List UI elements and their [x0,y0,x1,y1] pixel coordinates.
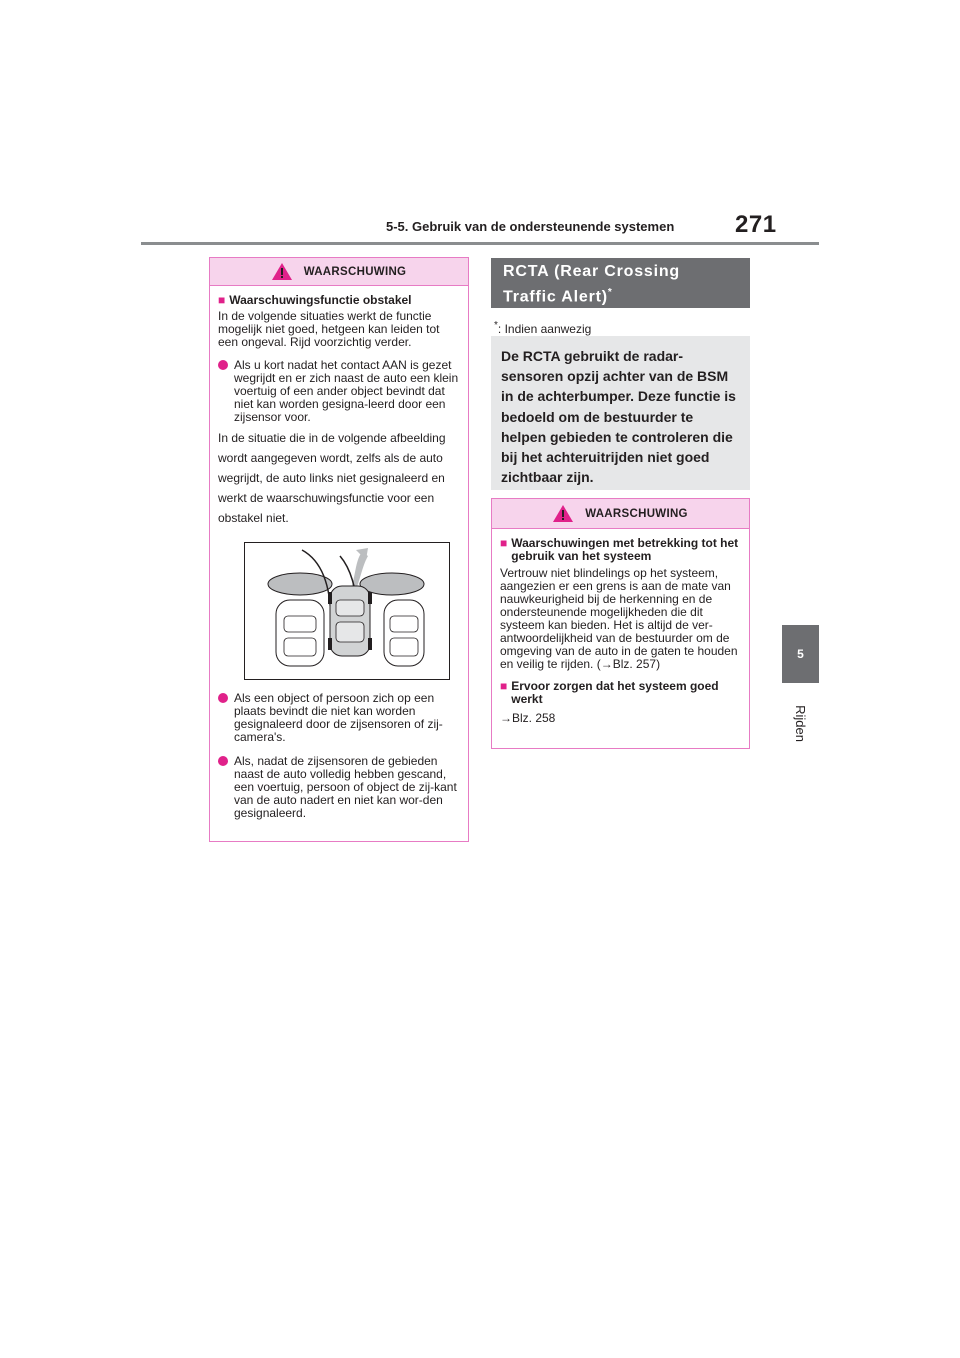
warning-header [492,499,749,529]
subheading-text: Waarschuwingen met betrekking tot het gebruik van het systeem [511,536,739,563]
list-item-text: Als een object of persoon zich op een plaats bevindt die niet kan worden gesignaleerd door de zijsensoren of zij-camera's. [234,691,443,744]
square-bullet-icon: ■ [218,293,226,307]
bullet-dot-icon [218,360,228,370]
warning-intro: In de volgende situaties werkt de functie mogelijk niet goed, hetgeen kan leiden tot een ongeval. Rijd voorzichtig verder. [218,309,440,349]
bullet-dot-icon [218,693,228,703]
footnote-text: : Indien aanwezig [497,322,592,336]
warning-subheading [218,294,460,307]
warning-paragraph: Vertrouw niet blindelings op het systeem, aangezien er een grens is aan de mate van nauwkeurigheid bij de herkenning en de ondersteunende mogelijkheden die dit systeem kan bieden. Het is altijd de ver-antwoordelijkheid van de bestuurder om de omgeving van de auto in de gaten te houden en veilig te rijden. (→Blz. 257) [500,566,738,671]
list-item [218,359,460,424]
page-reference: →Blz. 258 [500,711,556,725]
list-item-text: Als, nadat de zijsensoren de gebieden naast de auto volledig hebben gescand, een voertuig, persoon of object de zij-kant van de auto nadert en niet kan wor-den gesignaleerd. [234,754,457,820]
warning-header [210,258,468,286]
chapter-label-container [772,693,828,753]
subheading-text: Ervoor zorgen dat het systeem goed werkt [511,679,719,706]
page-number: 271 [735,211,777,238]
warning-triangle-icon [553,505,573,522]
subheading-text: Waarschuwingsfunctie obstakel [229,293,412,307]
warning-body [210,286,468,828]
header-rule [141,242,819,245]
situation-paragraph: In de situatie die in de volgende afbeelding wordt aangegeven wordt, zelfs als de auto wegrijdt, de auto links niet gesignaleerd en werkt de waarschuwingsfunctie voor een obstakel niet. [218,431,446,525]
parked-cars-illustration [244,542,450,680]
running-header: 5-5. Gebruik van de ondersteunende systemen [386,219,675,234]
bullet-dot-icon [218,756,228,766]
square-bullet-icon: ■ [500,536,508,550]
warning-box-left [209,257,469,842]
chapter-label: Rijden [792,704,808,742]
intro-text: De RCTA gebruikt de radar-sensoren opzij achter van de BSM in de achterbumper. Deze functie is bedoeld om de bestuurder te helpen gebieden te controleren die bij het achteruitrijden niet goed zichtbaar zijn. [501,348,736,486]
section-heading [491,258,750,308]
list-item-text: Als u kort nadat het contact AAN is gezet wegrijdt en er zich naast de auto een klein voertuig of een ander object bevindt dat niet kan worden gesigna-leerd door een zijsensor voor. [234,358,459,424]
warning-subheading [500,680,741,706]
chapter-tab [782,625,819,683]
chapter-number: 5 [797,647,804,661]
list-item [218,692,460,744]
warning-subheading [500,537,741,563]
warning-title: WAARSCHUWING [303,265,407,278]
footnote-marker: * [607,287,613,298]
intro-box [491,336,750,490]
warning-triangle-icon [272,263,292,280]
footnote-mark: * [494,320,498,331]
warning-body [492,529,749,733]
list-item [218,755,460,820]
warning-box-right [491,498,750,749]
section-heading-text: RCTA (Rear Crossing Traffic Alert) [503,263,680,306]
warning-title: WAARSCHUWING [585,507,688,520]
square-bullet-icon: ■ [500,679,508,693]
footnote [494,320,591,336]
